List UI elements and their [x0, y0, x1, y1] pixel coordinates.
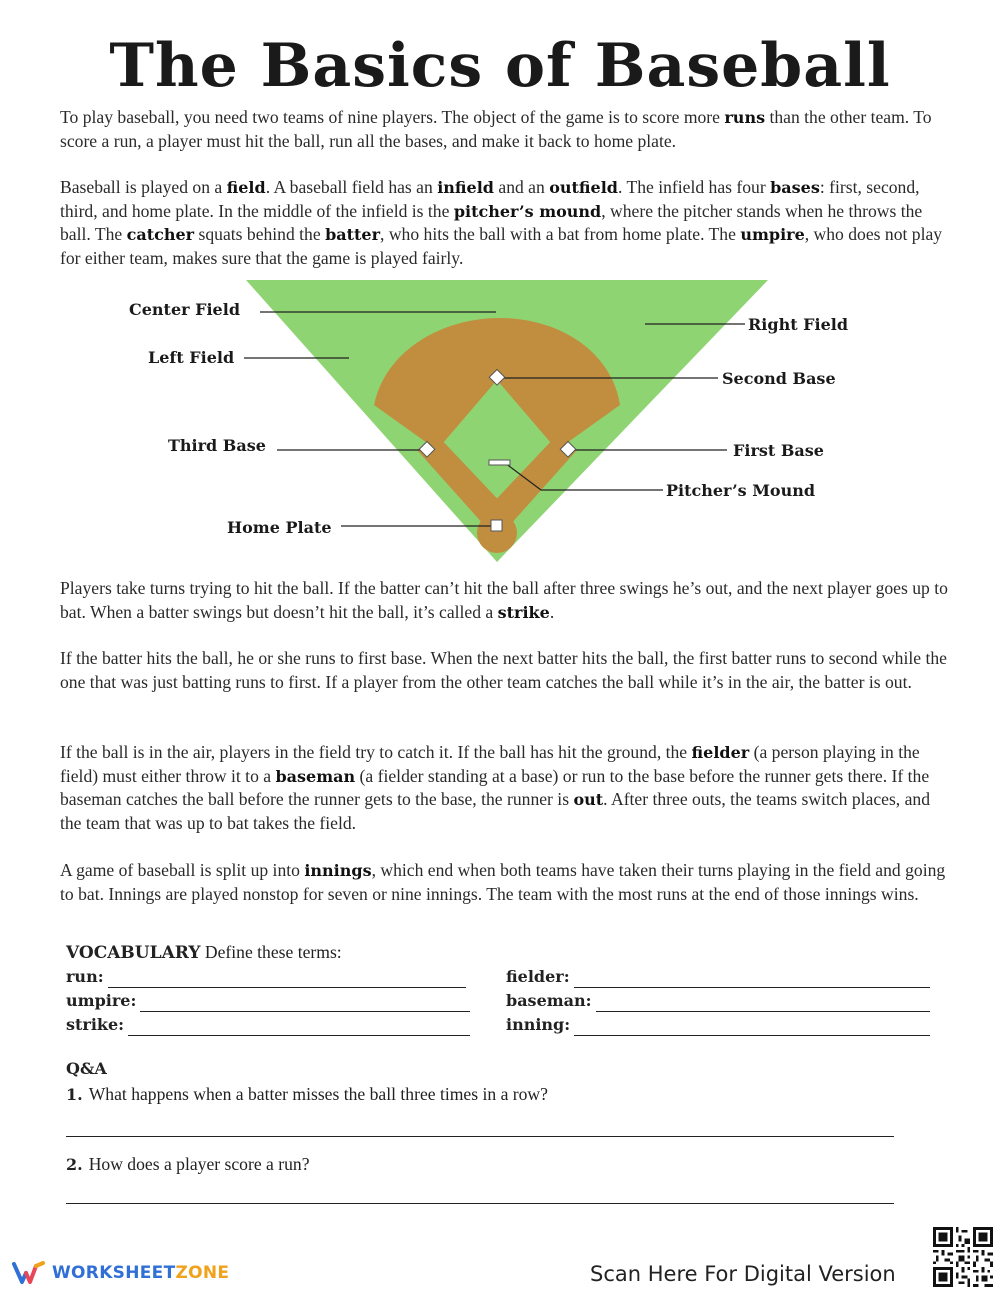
text-run: (a fielder standing at a base) or run to the base before the runner gets there. If the baseman catches the ball before the runner gets to the base, the runner is: [60, 765, 930, 809]
worksheet-zone-logo-icon: [12, 1260, 46, 1286]
vocabulary-heading-instruction: Define these terms:: [200, 942, 342, 962]
vocabulary-heading: [66, 940, 946, 965]
vocab-row-fielder: [506, 964, 930, 988]
vocab-blank-fielder[interactable]: [574, 969, 930, 988]
text-run: , who hits the ball with a bat from home plate. The: [380, 224, 741, 244]
vocab-row-inning: [506, 1012, 930, 1036]
vocab-row-umpire: [66, 988, 470, 1012]
text-run: , which end when both teams have taken their turns playing in the field and going to bat. Innings are played nonstop for seven or nine innings. The team with the most runs at the end of those innings wins.: [60, 860, 946, 904]
key-term: umpire: [740, 225, 805, 244]
key-term: strike: [497, 602, 550, 622]
vocab-blank-strike[interactable]: [128, 1017, 470, 1036]
vocab-term-inning: inning:: [506, 1015, 571, 1034]
key-term: fielder: [691, 743, 750, 762]
key-term: runs: [724, 108, 766, 127]
fielding-paragraph: [60, 741, 950, 835]
intro-paragraph: [60, 106, 950, 153]
vocab-row-strike: [66, 1012, 470, 1036]
key-term: baseman: [275, 766, 356, 786]
key-term: infield: [437, 178, 494, 197]
label-pitchers-mound: Pitcher’s Mound: [666, 481, 816, 500]
vocab-term-strike: strike:: [66, 1015, 125, 1034]
vocab-term-run: run:: [66, 967, 104, 986]
text-run: A game of baseball is split up into: [60, 860, 305, 880]
innings-paragraph: [60, 859, 950, 906]
vocab-term-umpire: umpire:: [66, 991, 137, 1010]
pitchers-mound-marker: [489, 460, 510, 465]
vocabulary-heading-bold: VOCABULARY: [66, 943, 201, 963]
label-left-field: Left Field: [148, 348, 235, 367]
brand-name-part1: WORKSHEET: [52, 1263, 176, 1283]
home-plate-marker: [491, 520, 502, 531]
key-term: innings: [304, 861, 372, 880]
text-run: . A baseball field has an: [265, 177, 438, 197]
key-term: bases: [770, 178, 820, 197]
text-run: .: [549, 601, 555, 622]
running-paragraph: [60, 647, 950, 694]
text-run: . After three outs, the teams switch places, and the team that was up to bat takes the field.: [60, 789, 931, 833]
question-1: [66, 1082, 548, 1107]
vocabulary-section: [66, 940, 946, 1034]
question-1-text: What happens when a batter misses the ball three times in a row?: [88, 1084, 548, 1104]
key-term: pitcher’s mound: [453, 201, 602, 221]
question-2: [66, 1152, 310, 1177]
label-third-base: Third Base: [168, 436, 266, 455]
text-run: : first, second, third, and home plate. In the middle of the infield is the: [60, 177, 920, 221]
key-term: batter: [325, 225, 381, 244]
text-run: , who does not play for either team, makes sure that the game is played fairly.: [60, 224, 943, 268]
qa-section: [66, 1058, 896, 1174]
vocab-blank-baseman[interactable]: [596, 993, 930, 1012]
text-run: Players take turns trying to hit the ball. If the batter can’t hit the ball after three swings he’s out, and the next player goes up to bat. When a batter swings but doesn’t hit the ball, it’s called a: [60, 578, 948, 622]
text-run: than the other team. To score a run, a player must hit the ball, run all the bases, and make it back to home plate.: [60, 107, 932, 151]
question-2-text: How does a player score a run?: [88, 1154, 310, 1174]
text-run: and an: [493, 177, 550, 197]
text-run: If the ball is in the air, players in the field try to catch it. If the ball has hit the ground, the: [60, 742, 692, 762]
vocab-term-fielder: fielder:: [506, 967, 570, 986]
vocab-term-baseman: baseman:: [506, 991, 592, 1010]
vocab-row-run: [66, 964, 466, 988]
text-run: , where the pitcher stands when he throws the ball. The: [60, 200, 923, 244]
vocab-blank-inning[interactable]: [574, 1017, 930, 1036]
question-1-number: 1.: [66, 1085, 83, 1104]
key-term: outfield: [549, 178, 618, 197]
qr-code-icon[interactable]: [933, 1227, 993, 1287]
worksheet-zone-logo[interactable]: [12, 1260, 229, 1286]
key-term: out: [573, 790, 604, 809]
page-title: The Basics of Baseball: [109, 31, 891, 101]
label-second-base: Second Base: [722, 369, 836, 388]
answer-line-1[interactable]: [66, 1136, 894, 1137]
label-center-field: Center Field: [129, 300, 240, 319]
qa-heading: Q&A: [66, 1059, 107, 1078]
answer-line-2[interactable]: [66, 1203, 894, 1204]
text-run: If the batter hits the ball, he or she runs to first base. When the next batter hits the ball, the first batter runs to second while the one that was just batting runs to first. If a player from the other team catches the ball while it’s in the air, the batter is out.: [60, 648, 947, 692]
baseball-field-diagram: [0, 270, 1000, 570]
vocab-row-baseman: [506, 988, 930, 1012]
vocab-blank-umpire[interactable]: [140, 993, 470, 1012]
label-first-base: First Base: [733, 441, 824, 460]
label-right-field: Right Field: [748, 315, 849, 334]
brand-name-part2: ZONE: [175, 1263, 230, 1283]
text-run: squats behind the: [194, 224, 326, 244]
field-paragraph: [60, 176, 950, 270]
text-run: To play baseball, you need two teams of nine players. The object of the game is to score more: [60, 107, 725, 127]
strike-paragraph: [60, 577, 950, 624]
vocab-blank-run[interactable]: [108, 969, 466, 988]
text-run: . The infield has four: [617, 177, 771, 197]
question-2-number: 2.: [66, 1155, 83, 1174]
key-term: catcher: [126, 225, 195, 244]
label-home-plate: Home Plate: [227, 518, 332, 537]
scan-instruction: Scan Here For Digital Version: [590, 1262, 896, 1286]
key-term: field: [226, 178, 266, 197]
text-run: (a person playing in the field) must either throw it to a: [60, 742, 920, 786]
text-run: Baseball is played on a: [60, 177, 227, 197]
